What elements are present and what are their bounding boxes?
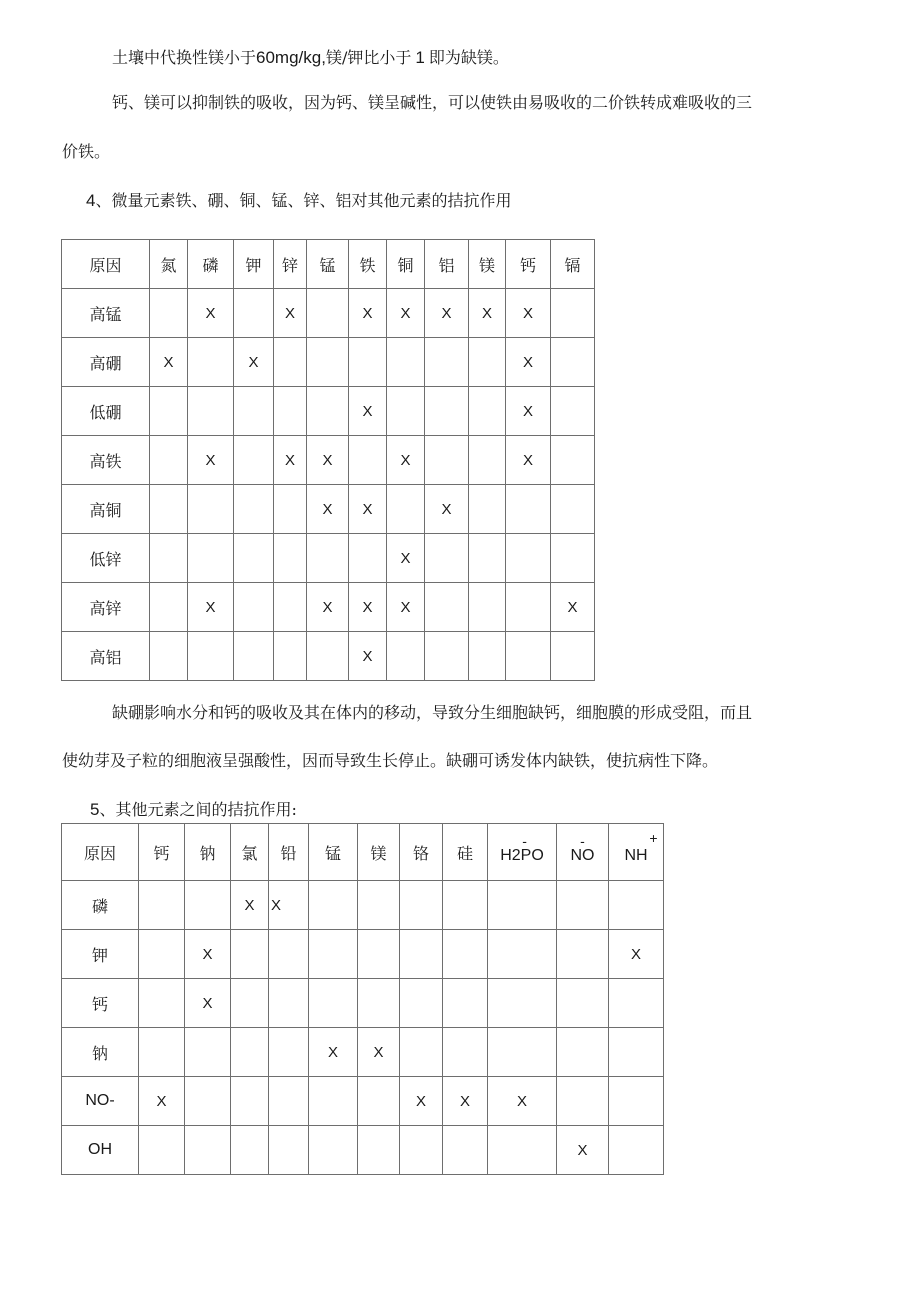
header-cell: 硅 [443, 824, 488, 881]
header-cell: 铬 [400, 824, 443, 881]
table-cell [488, 1126, 557, 1175]
table-cell [425, 632, 469, 681]
table-cell [349, 338, 387, 387]
ion-formula: NO [570, 847, 595, 864]
header-cell: 镁 [358, 824, 400, 881]
table-cell: X [269, 881, 309, 930]
table-row [62, 387, 595, 436]
table-cell: X [506, 289, 551, 338]
table-cell [185, 1028, 231, 1077]
table-cell [234, 436, 274, 485]
table-cell: X [387, 583, 425, 632]
table-cell [309, 979, 358, 1028]
table-cell [274, 632, 307, 681]
table-row [62, 1126, 664, 1175]
header-cell-no [557, 824, 609, 881]
table-cell [231, 1028, 269, 1077]
table-cell: X [139, 1077, 185, 1126]
table-cell [139, 1126, 185, 1175]
table-cell [358, 881, 400, 930]
table-cell: X [349, 485, 387, 534]
value-ratio: 1 [415, 48, 425, 67]
table-cell [387, 387, 425, 436]
header-cell: 锰 [307, 240, 349, 289]
table-row [62, 436, 595, 485]
table-cell [469, 534, 506, 583]
table-cell: X [488, 1077, 557, 1126]
table-cell [387, 632, 425, 681]
table-cell [188, 387, 234, 436]
table-cell: X [400, 1077, 443, 1126]
table-cell [234, 485, 274, 534]
table-cell [234, 534, 274, 583]
table-cell [557, 979, 609, 1028]
table-cell [551, 632, 595, 681]
table-cell [349, 534, 387, 583]
table-cell [387, 338, 425, 387]
table-cell [185, 1126, 231, 1175]
table-cell [139, 881, 185, 930]
ion-formula: NH [624, 847, 648, 864]
table-cell [139, 930, 185, 979]
table-cell [274, 485, 307, 534]
table-cell [188, 534, 234, 583]
header-cell: 钠 [185, 824, 231, 881]
table-cell [150, 485, 188, 534]
header-cell: 镁 [469, 240, 506, 289]
table-cell [188, 632, 234, 681]
table-cell: X [349, 583, 387, 632]
header-cell: 锰 [309, 824, 358, 881]
table-cell [400, 930, 443, 979]
table-cell [274, 534, 307, 583]
table-cell: X [469, 289, 506, 338]
table-row [62, 979, 664, 1028]
table-cell [425, 387, 469, 436]
table-cell: X [188, 583, 234, 632]
ion-formula: H2PO [500, 847, 544, 864]
table-cell: X [307, 583, 349, 632]
table-cell: X [231, 881, 269, 930]
table-cell [488, 979, 557, 1028]
header-cell: 钾 [234, 240, 274, 289]
table-header-row [62, 824, 664, 881]
table-cell [551, 289, 595, 338]
header-cell-h2po [488, 824, 557, 881]
table-cell [443, 881, 488, 930]
ion-no [570, 833, 595, 865]
value-60mgkg: 60mg/kg, [256, 48, 326, 67]
table-cell [469, 583, 506, 632]
table-cell [307, 632, 349, 681]
table-cell [609, 1028, 664, 1077]
table-cell [269, 1028, 309, 1077]
table-row [62, 485, 595, 534]
table-cell [551, 338, 595, 387]
table-cell [150, 387, 188, 436]
heading-text: 、其他元素之间的拮抗作用: [99, 800, 297, 819]
table-cell: X [506, 338, 551, 387]
table-cell [488, 881, 557, 930]
table-row [62, 632, 595, 681]
ion-charge: + [649, 830, 658, 846]
table-cell [139, 1028, 185, 1077]
row-label: 磷 [62, 881, 139, 930]
row-label: 低锌 [62, 534, 150, 583]
table-cell: X [274, 436, 307, 485]
table-cell [150, 583, 188, 632]
table-cell [231, 1126, 269, 1175]
table-cell [309, 1077, 358, 1126]
section-heading-4 [86, 191, 511, 211]
table-cell [400, 1028, 443, 1077]
table-cell [234, 387, 274, 436]
table-cell: X [188, 289, 234, 338]
text-segment: 土壤中代换性镁小于 [112, 48, 257, 67]
table-row [62, 338, 595, 387]
table-header-row [62, 240, 595, 289]
row-label: 高铁 [62, 436, 150, 485]
table-cell [557, 881, 609, 930]
paragraph-mg-deficiency [112, 48, 509, 68]
table-cell: X [425, 485, 469, 534]
row-label: 高铜 [62, 485, 150, 534]
table-cell [274, 387, 307, 436]
table-row [62, 1028, 664, 1077]
table-cell [358, 1077, 400, 1126]
paragraph-boron-line2: 使幼芽及子粒的细胞液呈强酸性，因而导致生长停止。缺硼可诱发体内缺铁，使抗病性下降。 [62, 751, 719, 770]
table-cell: X [551, 583, 595, 632]
table-cell [506, 534, 551, 583]
header-cell: 铜 [387, 240, 425, 289]
row-label: OH [62, 1126, 139, 1175]
heading-text: 、微量元素铁、硼、铜、锰、锌、铝对其他元素的拮抗作用 [95, 191, 512, 210]
table-cell [425, 583, 469, 632]
table-cell [231, 979, 269, 1028]
table-cell: X [349, 289, 387, 338]
table-cell: X [358, 1028, 400, 1077]
table-cell [469, 632, 506, 681]
header-cell: 钙 [139, 824, 185, 881]
header-cell: 锌 [274, 240, 307, 289]
table-row [62, 583, 595, 632]
paragraph-boron-line1: 缺硼影响水分和钙的吸收及其在体内的移动，导致分生细胞缺钙，细胞膜的形成受阻，而且 [112, 703, 753, 722]
table-cell [506, 583, 551, 632]
table-cell [274, 583, 307, 632]
table-cell: X [609, 930, 664, 979]
table-cell: X [307, 436, 349, 485]
table-cell [274, 338, 307, 387]
table-cell [150, 534, 188, 583]
table-cell [150, 632, 188, 681]
table-cell: X [557, 1126, 609, 1175]
paragraph-ca-mg-line2: 价铁。 [62, 142, 111, 161]
table-cell [557, 930, 609, 979]
table-cell [609, 1077, 664, 1126]
table-cell [609, 979, 664, 1028]
table-cell: X [185, 930, 231, 979]
row-label: 低硼 [62, 387, 150, 436]
table-cell [231, 930, 269, 979]
table-cell: X [443, 1077, 488, 1126]
table-cell [469, 387, 506, 436]
header-cell: 铁 [349, 240, 387, 289]
table-row [62, 930, 664, 979]
table-cell: X [387, 534, 425, 583]
header-cell-nh [609, 824, 664, 881]
table-cell [307, 534, 349, 583]
table-cell [551, 387, 595, 436]
antagonism-table-other [61, 823, 664, 1175]
header-cell: 氯 [231, 824, 269, 881]
header-cell: 原因 [62, 240, 150, 289]
table-cell [349, 436, 387, 485]
table-cell [234, 632, 274, 681]
table-cell [443, 1126, 488, 1175]
ion-charge: - [580, 833, 585, 849]
table-cell [425, 436, 469, 485]
table-cell [469, 338, 506, 387]
table-cell [387, 485, 425, 534]
table-cell [609, 881, 664, 930]
row-label: 高锰 [62, 289, 150, 338]
table-cell [506, 485, 551, 534]
table-cell [551, 436, 595, 485]
heading-number: 4 [86, 191, 96, 210]
table-cell [443, 930, 488, 979]
table-cell [150, 289, 188, 338]
header-cell: 铅 [269, 824, 309, 881]
table-cell: X [506, 436, 551, 485]
header-cell: 磷 [188, 240, 234, 289]
row-label: 高铝 [62, 632, 150, 681]
header-cell: 钙 [506, 240, 551, 289]
table-cell [307, 387, 349, 436]
table-cell [488, 1028, 557, 1077]
table-cell [231, 1077, 269, 1126]
table-cell [358, 930, 400, 979]
table-cell [269, 979, 309, 1028]
table-cell: X [387, 289, 425, 338]
row-label: 钠 [62, 1028, 139, 1077]
table-cell [488, 930, 557, 979]
table-cell: X [307, 485, 349, 534]
ion-charge: - [522, 833, 527, 849]
ion-h2po [500, 833, 544, 865]
table-cell: X [234, 338, 274, 387]
table-cell: X [150, 338, 188, 387]
header-cell: 镉 [551, 240, 595, 289]
table-cell [400, 1126, 443, 1175]
table-cell [234, 289, 274, 338]
table-cell [150, 436, 188, 485]
table-cell [425, 534, 469, 583]
table-cell [506, 632, 551, 681]
table-row [62, 881, 664, 930]
table-cell [269, 1077, 309, 1126]
table-cell: X [506, 387, 551, 436]
table-cell [269, 930, 309, 979]
paragraph-ca-mg-line1: 钙、镁可以抑制铁的吸收，因为钙、镁呈碱性，可以使铁由易吸收的二价铁转成难吸收的三 [112, 93, 753, 112]
table-cell [443, 979, 488, 1028]
table-cell [309, 881, 358, 930]
antagonism-table-micro [61, 239, 595, 681]
row-label: 钙 [62, 979, 139, 1028]
table-cell [185, 1077, 231, 1126]
table-cell [557, 1028, 609, 1077]
table-cell [400, 979, 443, 1028]
table-row [62, 534, 595, 583]
table-cell: X [185, 979, 231, 1028]
row-label: NO- [62, 1077, 139, 1126]
table-cell [469, 436, 506, 485]
table-cell [557, 1077, 609, 1126]
table-row [62, 289, 595, 338]
table-cell [400, 881, 443, 930]
row-label: 高硼 [62, 338, 150, 387]
table-cell [307, 338, 349, 387]
table-cell: X [349, 387, 387, 436]
header-cell: 原因 [62, 824, 139, 881]
table-cell [234, 583, 274, 632]
table-cell [425, 338, 469, 387]
table-cell [309, 1126, 358, 1175]
table-cell [269, 1126, 309, 1175]
table-cell [551, 534, 595, 583]
table-row [62, 1077, 664, 1126]
table-cell [358, 979, 400, 1028]
table-cell [551, 485, 595, 534]
table-cell: X [349, 632, 387, 681]
table-cell: X [387, 436, 425, 485]
table-cell [469, 485, 506, 534]
table-cell [139, 979, 185, 1028]
text-segment: 镁/钾比小于 [325, 48, 412, 67]
header-cell: 铝 [425, 240, 469, 289]
table-cell: X [425, 289, 469, 338]
table-cell [309, 930, 358, 979]
table-cell [185, 881, 231, 930]
table-cell [307, 289, 349, 338]
table-cell [609, 1126, 664, 1175]
table-cell [443, 1028, 488, 1077]
table-cell: X [274, 289, 307, 338]
table-cell [358, 1126, 400, 1175]
text-segment: 即为缺镁。 [428, 48, 509, 67]
heading-number: 5 [90, 800, 100, 819]
table-cell: X [188, 436, 234, 485]
ion-nh [624, 830, 658, 865]
table-cell [188, 338, 234, 387]
table-cell: X [309, 1028, 358, 1077]
row-label: 钾 [62, 930, 139, 979]
row-label: 高锌 [62, 583, 150, 632]
table-cell [188, 485, 234, 534]
section-heading-5 [90, 800, 297, 820]
header-cell: 氮 [150, 240, 188, 289]
